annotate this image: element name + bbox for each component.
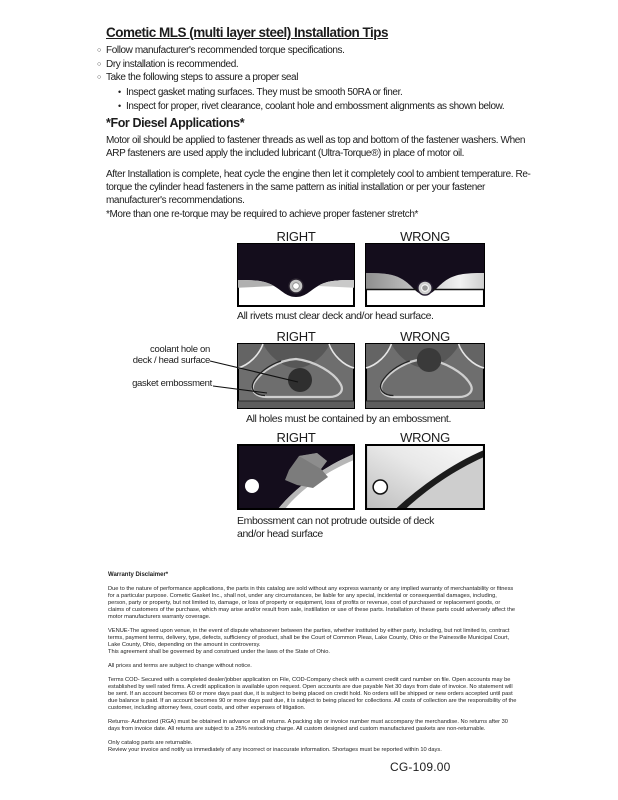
warranty-disclaimer: [108, 572, 517, 754]
leader-lines: [205, 350, 305, 400]
circle-bullet-icon: ○: [97, 47, 101, 54]
tips-list: [97, 45, 547, 114]
diesel-paragraph-2: After Installation is complete, heat cycle the engine then let it completely cool to ambient temperature. Re-torque the cylinder head fasteners in the same pattern as initial installation or per your fastener manufacturer's recommendations.: [106, 169, 531, 207]
page-title: Cometic MLS (multi layer steel) Installation Tips: [106, 25, 389, 40]
list-item: [118, 86, 547, 100]
retorque-note: *More than one re-torque may be required to achieve proper fastener stretch*: [106, 209, 419, 220]
warranty-heading: Warranty Disclaimer*: [108, 572, 169, 578]
warranty-paragraph: Returns- Authorized (RGA) must be obtained in advance on all returns. A packing slip or invoice number must accompany the merchandise. No returns after 30 days from invoice date. All returns are subject to a 25% restocking charge. All custom designed and custom manufactured gaskets are non-returnable.: [108, 719, 508, 732]
list-item: [97, 59, 547, 73]
page-number: CG-109.00: [390, 760, 451, 774]
list-item: [97, 45, 547, 59]
warranty-paragraph: All prices and terms are subject to change without notice.: [108, 663, 252, 669]
rivet-clearance-right-diagram: [237, 243, 355, 307]
warranty-paragraph: This agreement shall be governed by and construed under the laws of the State of Ohio.: [108, 649, 330, 655]
set1-right-label: RIGHT: [276, 229, 316, 244]
list-item-text: Inspect for proper, rivet clearance, coolant hole and embossment alignments as shown below.: [126, 100, 505, 112]
set3-right-label: RIGHT: [276, 430, 316, 445]
warranty-paragraph: VENUE-The agreed upon venue, in the event of dispute whatsoever between the parties, whether instituted by either party, including, but not limited to, contract terms, payment terms, delivery, type, defects, sufficiency of product, shall be the Court of Common Pleas, Lake County, Ohio or the Painesville Municipal Court, Lake County, Ohio, depending on the amount in controversy.: [108, 628, 510, 648]
warranty-paragraph: Due to the nature of performance applications, the parts in this catalog are sold without any express warranty or any implied warranty of merchantability or fitness for a particular purpose. Cometic Gasket Inc., shall not, under any circumstances, be liable for any special, incidental or consequential damages, including, person, party or property, but not limited to, damage, or loss of property or equipment, loss of profits or revenue, cost of purchased or replacement goods, or claims of customers of the purchase, which may arise and/or result from sale, instillation or use of these parts. Installation of these parts could adversely affect the motor manufacturers warranty coverage.: [108, 586, 516, 620]
warranty-paragraph: Only catalog parts are returnable.: [108, 740, 193, 746]
circle-bullet-icon: ○: [97, 74, 101, 82]
set2-wrong-label: WRONG: [400, 329, 450, 344]
embossment-right-diagram: [237, 444, 355, 510]
set3-wrong-label: WRONG: [400, 430, 450, 445]
gasket-embossment-label: gasket embossment: [132, 378, 212, 389]
rivet-clearance-wrong-diagram: [365, 243, 485, 307]
list-item-text: Follow manufacturer's recommended torque specifications.: [106, 45, 345, 56]
diesel-paragraph-1: Motor oil should be applied to fastener threads as well as top and bottom of the fastener washers. When ARP fasteners are used apply the included lubricant (Ultra-Torque®) in place of motor oil.: [106, 135, 526, 160]
embossment-wrong-diagram: [365, 444, 485, 510]
list-item-text: Dry installation is recommended.: [106, 58, 239, 70]
list-item: [118, 100, 547, 114]
set1-wrong-label: WRONG: [400, 229, 450, 244]
warranty-paragraph: Review your invoice and notify us immediately of any incorrect or inaccurate information. Shortages must be reported within 10 days.: [108, 747, 442, 753]
list-item-text: Take the following steps to assure a proper seal: [106, 72, 299, 84]
list-item-text: Inspect gasket mating surfaces. They must be smooth 50RA or finer.: [126, 87, 403, 99]
coolant-hole-wrong-diagram: [365, 343, 485, 409]
dot-bullet-icon: •: [118, 100, 121, 111]
set2-right-label: RIGHT: [276, 329, 316, 344]
set2-caption: All holes must be contained by an embossment.: [246, 413, 451, 425]
list-item: [97, 72, 547, 86]
circle-bullet-icon: ○: [97, 60, 101, 68]
warranty-paragraph: Terms COD- Secured with a completed dealer/jobber application on File, COD-Company check with a current credit card number on file. Open accounts may be established by well rated firms. A credit application is available upon request. Open accounts are due payable Net 30 days from date of invoice. No statement will be sent. If an account becomes 60 or more days past due, it is subject to being placed on credit hold. No orders will be shipped or new orders accepted until past due balance is paid. If an account becomes 90 or more days past due, it is subject to being placed for collections. All costs of collection are the responsibility of the customer, including attorney fees, court costs, and other expenses of litigation.: [108, 677, 517, 711]
coolant-hole-label: coolant hole on deck / head surface: [132, 344, 210, 366]
dot-bullet-icon: •: [118, 87, 121, 98]
set3-caption: Embossment can not protrude outside of deck and/or head surface: [237, 515, 435, 540]
set1-caption: All rivets must clear deck and/or head surface.: [237, 310, 434, 322]
diesel-section-heading: *For Diesel Applications*: [106, 116, 245, 130]
